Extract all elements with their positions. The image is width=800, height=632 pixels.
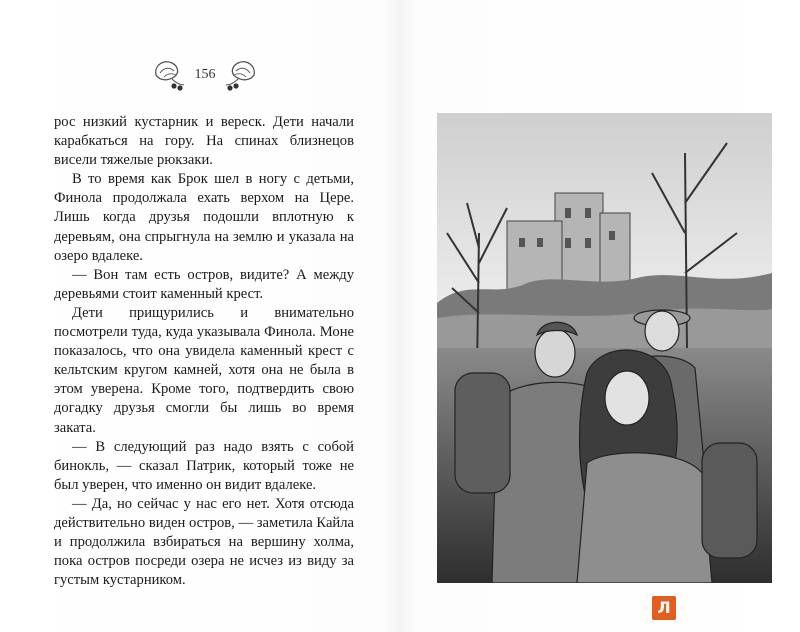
paragraph: — В следующий раз надо взять с собой бинокль, — сказал Патрик, который тоже не был уверен, что именно он видит вдалеке. [54, 438, 354, 493]
paragraph: В то время как Брок шел в ногу с детьми, Финола продолжала ехать верхом на Цере. Лишь когда друзья подошли вплотную к деревьям, она спрыгнула на землю и указала на озеро вдалеке. [54, 171, 354, 264]
illustration [437, 113, 772, 583]
publisher-logo: Л [652, 596, 676, 620]
paragraph: рос низкий кустарник и вереск. Дети начали карабкаться на гору. На спинах близнецов висели тяжелые рюкзаки. [54, 114, 354, 169]
page-number: 156 [194, 67, 216, 82]
paragraph: — Да, но сейчас у нас его нет. Хотя отсюда действительно виден остров, — заметила Кайла и продолжила взбираться на вершину холма, пока остров посреди озера не исчез из виду за густым кустарником. [54, 495, 354, 589]
rose-leaf-ornament-icon [222, 55, 260, 93]
body-text [54, 113, 354, 590]
rose-leaf-ornament-icon [150, 55, 188, 93]
paragraph: Дети прищурились и внимательно посмотрели туда, куда указывала Финола. Моне показалось, что она увидела каменный крест с кельтским кругом камней, хотя она не была в этом уверена. Кроме того, подтвердить свою догадку друзья смогли бы лишь во время заката. [54, 304, 354, 436]
paragraph: — Вон там есть остров, видите? А между деревьями стоит каменный крест. [54, 266, 354, 302]
page-header [150, 55, 260, 95]
illustration-drawing [437, 113, 772, 583]
